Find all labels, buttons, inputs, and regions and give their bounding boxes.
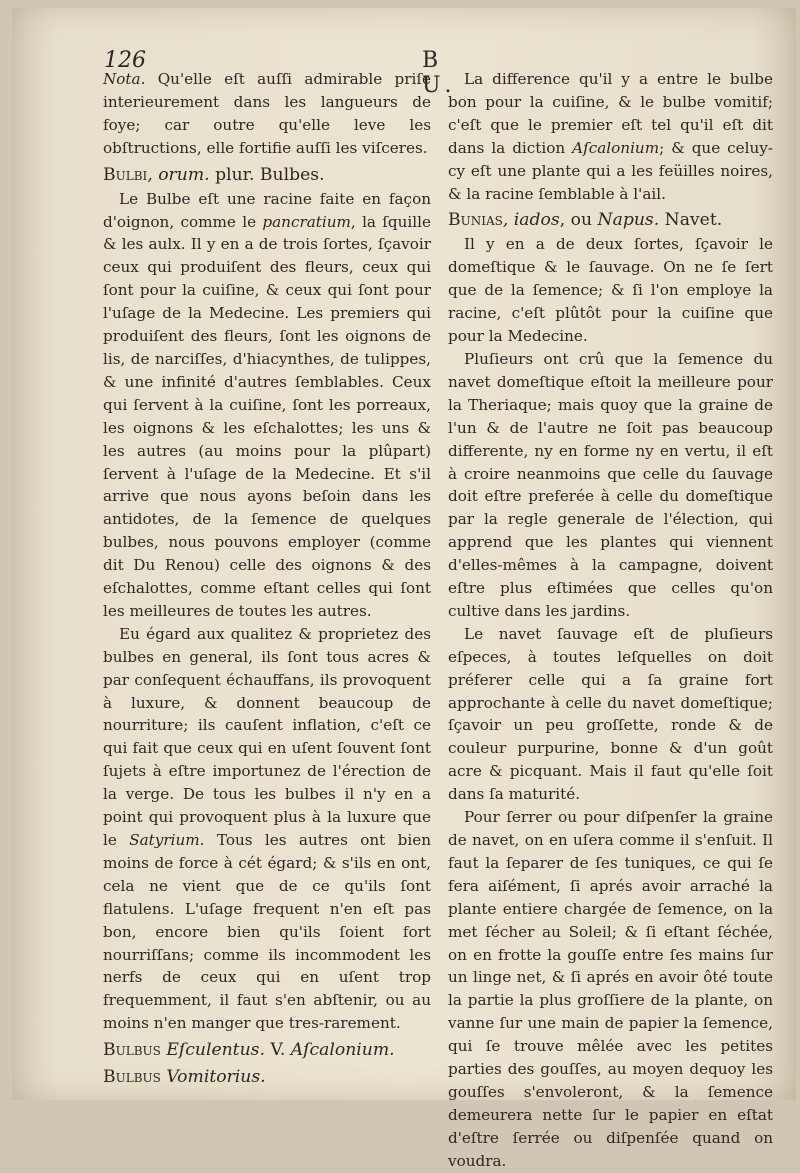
entry-synonym: Napus. — [597, 210, 660, 231]
nota-paragraph — [103, 68, 431, 160]
paragraph: Il y en a de deux ſortes, ſçavoir le domeſtique & le ſauvage. On ne ſe ſert que de la ſemence; & ſi l'on employe la racine, c'eſt plûtôt pour la cuiſine que pour la Medecine. — [448, 235, 773, 346]
entry-genitive: , orum. — [147, 164, 210, 185]
entry-term: Bunias — [448, 210, 503, 231]
entry-term: Bulbus — [103, 1067, 161, 1088]
entry-gloss: plur. Bulbes. — [209, 164, 325, 185]
entry-species: Vomitorius. — [160, 1067, 266, 1088]
cross-ref-term: Aſcalonium. — [290, 1040, 395, 1061]
paragraph — [103, 623, 431, 1035]
entry-species: Eſculentus. — [160, 1040, 265, 1061]
entry-heading-bulbus-vomitorius — [103, 1065, 431, 1089]
cross-ref-marker: V. — [264, 1040, 291, 1061]
italic-term: Aſcalonium — [572, 138, 660, 157]
paragraph — [448, 68, 773, 205]
entry-heading-bunias — [448, 208, 773, 232]
entry-genitive: , iados — [502, 210, 560, 231]
entry-term: Bulbi — [103, 164, 148, 185]
paragraph: Pluſieurs ont crû que la ſemence du navet domeſtique eſtoit la meilleure pour la Theriaque; mais quoy que la graine de l'un & de l'autre ne ſoit pas beaucoup differente, ny en forme ny en vertu, il eſt à croire neanmoins que celle du ſauvage doit eſtre preferée à celle du domeſtique par la regle generale de l'élection, qui apprend que les plantes qui viennent d'elles-mêmes à la campagne, doivent eſtre plus eſtimées que celles qu'on cultive dans les jardins. — [448, 349, 773, 620]
running-title: B U. — [422, 48, 458, 98]
entry-heading-bulbi — [103, 163, 431, 187]
italic-term: pancratium — [262, 212, 351, 231]
text-run: ; & que celuy-cy eſt une plante qui a les feüilles noires, & la racine ſemblable à l'ail. — [448, 138, 773, 203]
entry-term: Bulbus — [103, 1040, 161, 1061]
text-run: , la ſquille & les aulx. Il y en a de trois ſortes, ſçavoir ceux qui produiſent des fleurs, ceux qui ſont pour la cuiſine, & ceux qui ſont pour l'uſage de la Medecine. Les premiers qui produiſent des fleurs, ſont les oignons de lis, de narciſſes, d'hiacynthes, de tulippes, & une infinité d'autres ſemblables. Ceux qui ſervent à la cuiſine, ſont les porreaux, les oignons & les eſchalottes; les uns & les autres (au moins pour la plûpart) ſervent à l'uſage de la Medecine. Et s'il arrive que nous ayons beſoin dans les antidotes, de la ſemence de quelques bulbes, nous pouvons employer (comme dit Du Renou) celle des oignons & des eſchalottes, comme eſtant celles qui ſont les meilleures de toutes les autres. — [103, 212, 431, 620]
entry-gloss: Navet. — [659, 210, 723, 231]
paragraph: Pour ſerrer ou pour diſpenſer la graine de navet, on en uſera comme il s'enſuit. Il faut la ſeparer de ſes tuniques, ce qui ſe fera aiſément, ſi aprés avoir arraché la plante entiere chargée de ſemence, on la met ſécher au Soleil; & ſi eſtant ſéchée, on en frotte la gouſſe entre ſes mains ſur un linge net, & ſi aprés en avoir ôté toute la partie la plus groſſiere de la plante, on vanne ſur une main de papier la ſemence, qui ſe trouve mêlée avec les petites parties des gouſſes, au moyen dequoy les gouſſes s'envoleront, & la ſemence demeurera nette ſur le papier en eſtat d'eſtre ſerrée ou diſpenſée quand on voudra. — [448, 808, 773, 1170]
nota-label: Nota. — [103, 70, 146, 88]
italic-term: Satyrium. — [129, 831, 205, 849]
nota-text: Qu'elle eſt auſſi admirable priſe interieurement dans les langueurs de foye; car outre qu'elle leve les obſtructions, elle fortifie auſſi les viſceres. — [103, 70, 431, 157]
entry-heading-bulbus-esculentus — [103, 1038, 431, 1062]
text-run: Eu égard aux qualitez & proprietez des bulbes en general, ils ſont tous acres & par conſequent échauffans, ils provoquent à luxure, & donnent beaucoup de nourriture; ils cauſent inflation, c'eſt ce qui fait que ceux qui en uſent ſouvent ſont ſujets à eſtre importunez de l'érection de la verge. De tous les bulbes il n'y en a point qui provoquent plus à la luxure que le — [103, 624, 431, 849]
text-run: Le Bulbe eſt une racine faite en façon d'oignon, comme le — [103, 189, 431, 231]
text-run: Tous les autres ont bien moins de force à cét égard; & s'ils en ont, cela ne vient que de ce qu'ils ſont flatulens. L'uſage frequent n'en eſt pas bon, encore bien qu'ils ſoient fort nourriſſans; comme ils incommodent les nerfs de ceux qui en uſent trop frequemment, il faut s'en abſtenir, ou au moins n'en manger que tres-rarement. — [103, 831, 431, 1033]
paragraph: Le navet ſauvage eſt de pluſieurs eſpeces, à toutes leſquelles on doit préferer celle qui a ſa graine fort approchante à celle du navet domeſtique; ſçavoir un peu groſſette, ronde & de couleur purpurine, bonne & d'un goût acre & picquant. Mais il faut qu'elle ſoit dans ſa maturité. — [448, 624, 773, 804]
page-number: 126 — [104, 48, 146, 73]
paragraph — [103, 188, 431, 623]
text-run: , ou — [559, 210, 598, 231]
left-column — [103, 68, 431, 1090]
right-column — [448, 68, 773, 1173]
text-run: La difference qu'il y a entre le bulbe bon pour la cuiſine, & le bulbe vomitif; c'eſt que le premier eſt tel qu'il eſt dit dans la diction — [448, 70, 773, 157]
